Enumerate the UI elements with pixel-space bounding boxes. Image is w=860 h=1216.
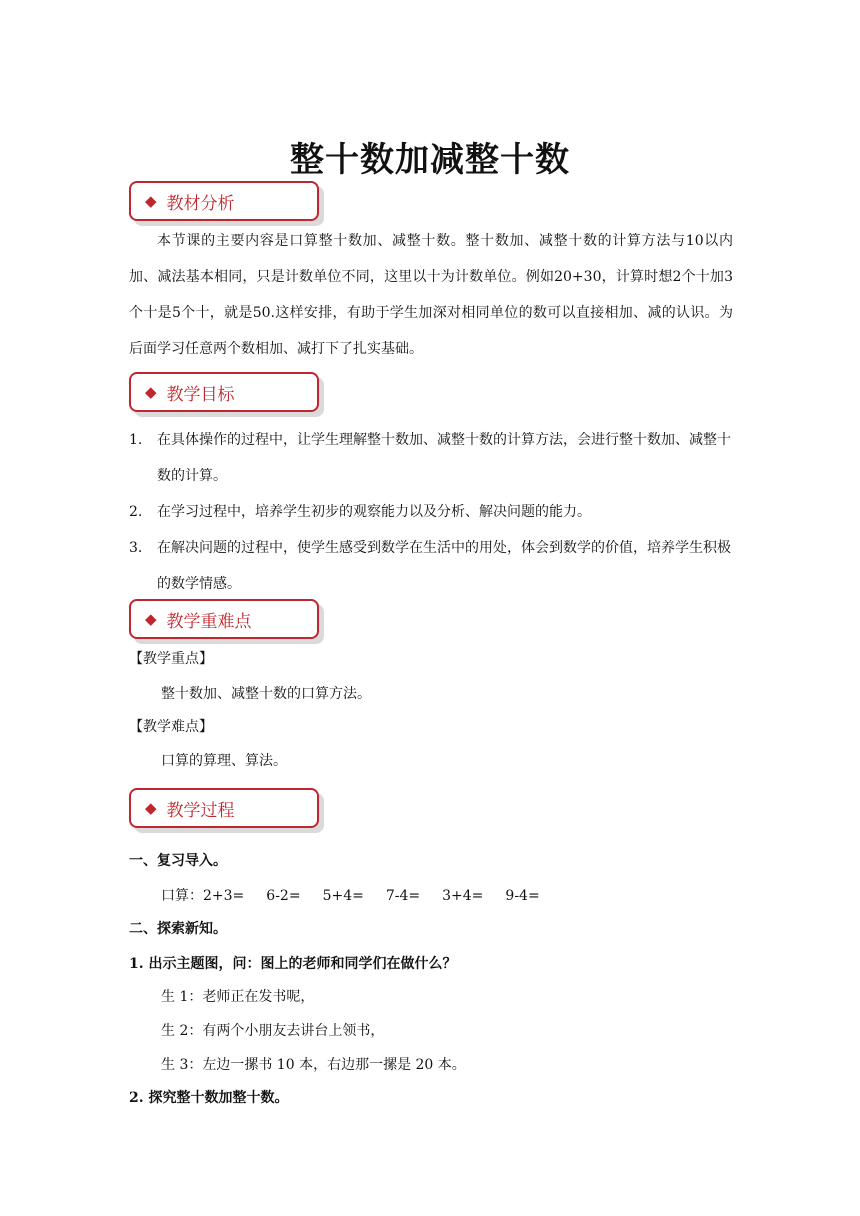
diamond-icon: ◆ [145,610,157,628]
list-text: 在具体操作的过程中，让学生理解整十数加、减整十数的计算方法，会进行整十数加、减整十数的计算。 [157,432,731,484]
calc-item: 5+4= [322,888,364,904]
calc-row [161,885,562,905]
process-part1-heading: 一、复习导入。 [129,853,227,869]
list-item [129,422,733,494]
calc-label: 口算： [161,888,203,904]
list-item [129,530,733,602]
calc-item: 9-4= [505,888,540,904]
section-label: 教学目标 [166,384,235,405]
section-header-objectives [129,372,319,412]
student-line: 生 3：左边一摞书 10 本，右边那一摞是 20 本。 [161,1057,466,1073]
step1-heading: 1. 出示主题图，问：图上的老师和同学们在做什么？ [129,956,457,972]
diamond-icon: ◆ [145,799,157,817]
calc-item: 3+4= [442,888,484,904]
calc-item: 2+3= [203,888,245,904]
analysis-paragraph [129,223,733,367]
key-heading: 【教学重点】 [129,651,213,667]
section-header-process [129,788,319,828]
page-title: 整十数加减整十数 [290,140,570,180]
list-text: 在学习过程中，培养学生初步的观察能力以及分析、解决问题的能力。 [157,504,591,520]
list-number: 1. [129,432,143,448]
difficult-text: 口算的算理、算法。 [161,753,287,769]
list-number: 3. [129,540,143,556]
student-line: 生 2：有两个小朋友去讲台上领书， [161,1023,385,1039]
list-text: 在解决问题的过程中，使学生感受到数学在生活中的用处，体会到数学的价值，培养学生积极的数学情感。 [157,540,731,592]
section-header-key-points [129,599,319,639]
list-number: 2. [129,504,143,520]
section-header-analysis [129,181,319,221]
calc-item: 6-2= [266,888,301,904]
calc-item: 7-4= [385,888,421,904]
step2-heading: 2. 探究整十数加整十数。 [129,1090,289,1106]
student-line: 生 1：老师正在发书呢， [161,989,315,1005]
section-label: 教学重难点 [166,611,252,632]
section-label: 教材分析 [166,193,235,214]
diamond-icon: ◆ [145,383,157,401]
difficult-heading: 【教学难点】 [129,719,213,735]
analysis-text: 本节课的主要内容是口算整十数加、减整十数。整十数加、减整十数的计算方法与10以内加、减法基本相同，只是计数单位不同，这里以十为计数单位。例如20+30，计算时想2个十加3个十是5个十，就是50.这样安排，有助于学生加深对相同单位的数可以直接相加、减的认识。为后面学习任意两个数相加、减打下了扎实基础。 [129,233,733,357]
key-text: 整十数加、减整十数的口算方法。 [161,686,371,702]
diamond-icon: ◆ [145,192,157,210]
objectives-list [129,422,733,602]
list-item [129,494,733,530]
section-label: 教学过程 [166,800,235,821]
process-part2-heading: 二、探索新知。 [129,921,227,937]
